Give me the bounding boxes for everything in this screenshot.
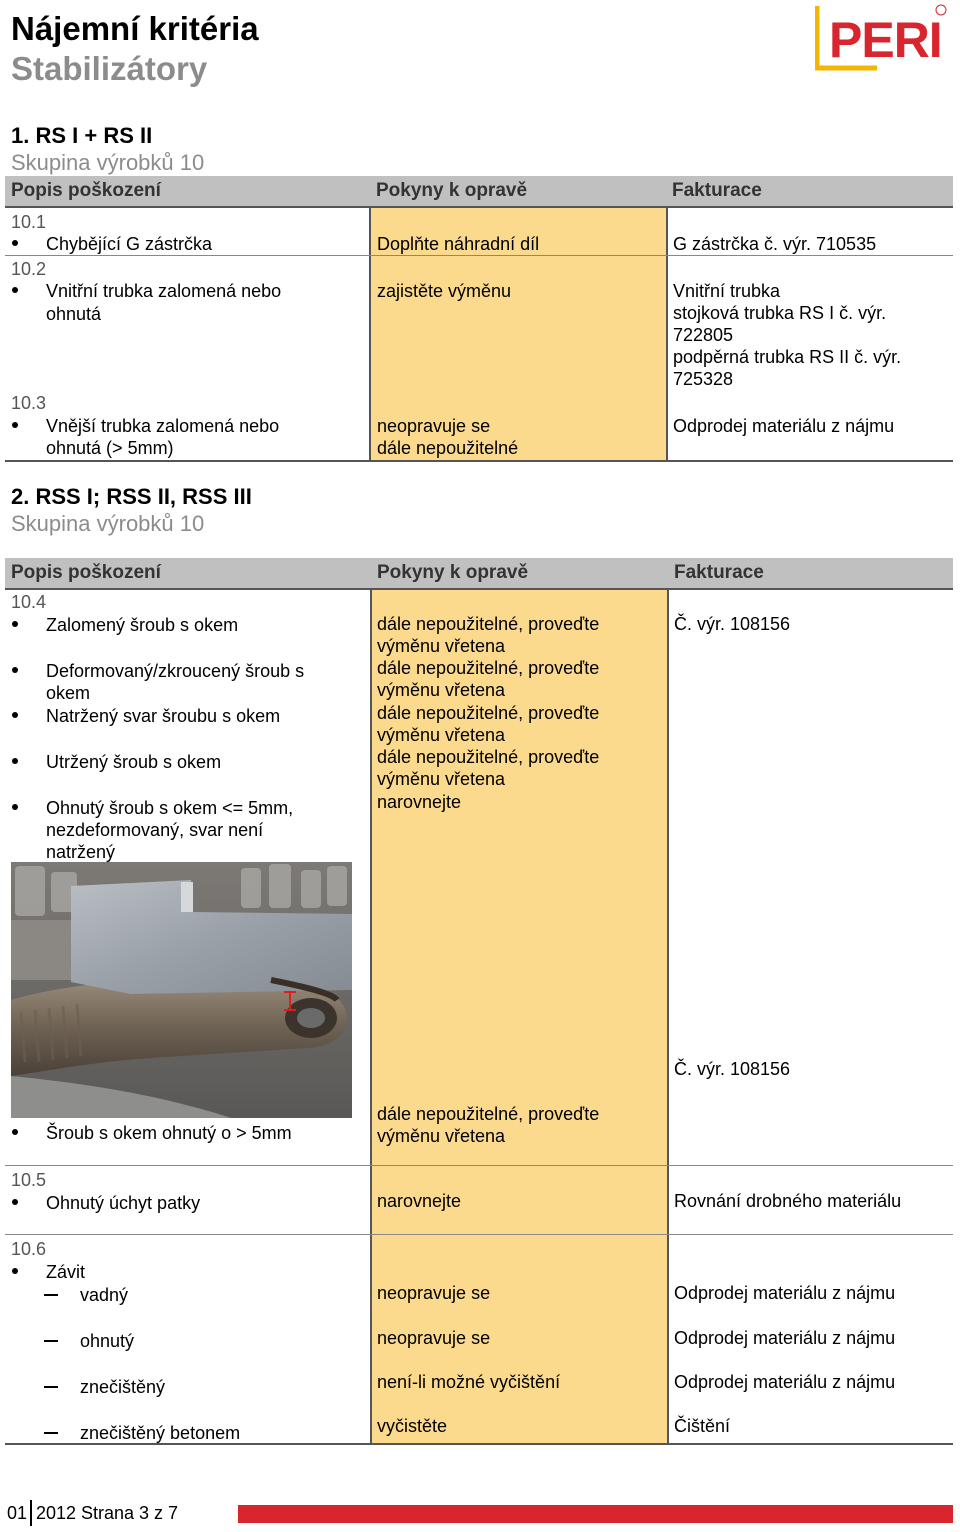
item-instruction: dále nepoužitelné — [377, 438, 519, 458]
item-invoice: 725328 — [673, 369, 734, 389]
bullet-icon — [12, 758, 18, 764]
item-description: Chybějící G zástrčka — [46, 234, 213, 254]
bullet-icon — [12, 1268, 18, 1274]
item-invoice: podpěrná trubka RS II č. výr. — [673, 347, 902, 367]
item-instruction: vyčistěte — [377, 1416, 448, 1436]
sub-item: znečištěný betonem — [80, 1423, 241, 1443]
item-number: 10.5 — [11, 1170, 47, 1190]
item-description: natržený — [46, 842, 116, 862]
item-description: Natržený svar šroubu s okem — [46, 706, 281, 726]
item-invoice: Čištění — [674, 1416, 731, 1436]
item-invoice: Rovnání drobného materiálu — [674, 1191, 902, 1211]
col-header-instructions: Pokyny k opravě — [376, 180, 528, 201]
table2-header — [5, 558, 953, 590]
section2-title: 2. RSS I; RSS II, RSS III — [11, 484, 252, 509]
dash-icon — [44, 1432, 58, 1434]
item-description: Šroub s okem ohnutý o > 5mm — [46, 1123, 292, 1143]
item-instruction: Doplňte náhradní díl — [377, 234, 540, 254]
column-divider — [667, 590, 669, 1444]
item-instruction: zajistěte výměnu — [377, 281, 512, 301]
item-instruction: dále nepoužitelné, proveďte — [377, 747, 600, 767]
item-description: Ohnutý úchyt patky — [46, 1193, 201, 1213]
table-bottom-rule — [5, 1443, 953, 1445]
bullet-icon — [12, 287, 18, 293]
col-header-description: Popis poškození — [11, 562, 161, 583]
bullet-icon — [12, 712, 18, 718]
item-invoice: stojková trubka RS I č. výr. — [673, 303, 887, 323]
item-description: nezdeformovaný, svar není — [46, 820, 264, 840]
item-invoice: Odprodej materiálu z nájmu — [674, 1372, 896, 1392]
item-description: Ohnutý šroub s okem <= 5mm, — [46, 798, 294, 818]
item-instruction: dále nepoužitelné, proveďte — [377, 658, 600, 678]
col-header-invoicing: Fakturace — [672, 180, 762, 201]
item-instruction: neopravuje se — [377, 1283, 491, 1303]
bullet-icon — [12, 667, 18, 673]
item-instruction: dále nepoužitelné, proveďte — [377, 1104, 600, 1124]
page-title: Nájemní kritéria — [11, 10, 259, 47]
sub-item: znečištěný — [80, 1377, 166, 1397]
item-instruction: výměnu vřetena — [377, 1126, 506, 1146]
item-instruction: není-li možné vyčištění — [377, 1372, 561, 1392]
section1-title: 1. RS I + RS II — [11, 123, 153, 148]
bullet-icon — [12, 1199, 18, 1205]
item-instruction: neopravuje se — [377, 1328, 491, 1348]
item-instruction: narovnejte — [377, 792, 462, 812]
item-invoice: Č. výr. 108156 — [674, 1059, 791, 1079]
bullet-icon — [12, 240, 18, 246]
footer-separator — [30, 1500, 32, 1526]
item-instruction: výměnu vřetena — [377, 725, 506, 745]
item-number: 10.3 — [11, 393, 47, 413]
logo-text: PERI — [829, 12, 942, 68]
item-description: Zalomený šroub s okem — [46, 615, 239, 635]
bullet-icon — [12, 804, 18, 810]
bent-eye-bolt-photo — [11, 862, 352, 1118]
item-invoice: 722805 — [673, 325, 734, 345]
item-number: 10.4 — [11, 592, 47, 612]
item-description: Závit — [46, 1262, 86, 1282]
section1-group: Skupina výrobků 10 — [11, 150, 205, 175]
col-header-description: Popis poškození — [11, 180, 161, 201]
item-description: Deformovaný/zkroucený šroub s — [46, 661, 305, 681]
item-instruction: výměnu vřetena — [377, 680, 506, 700]
table-bottom-rule — [5, 460, 953, 462]
item-description: okem — [46, 683, 91, 703]
bullet-icon — [12, 621, 18, 627]
item-number: 10.1 — [11, 212, 47, 232]
item-invoice: G zástrčka č. výr. 710535 — [673, 234, 877, 254]
item-instruction: neopravuje se — [377, 416, 491, 436]
dash-icon — [44, 1386, 58, 1388]
item-invoice: Č. výr. 108156 — [674, 614, 791, 634]
col-header-invoicing: Fakturace — [674, 562, 764, 583]
footer-year: 2012 — [36, 1503, 77, 1523]
page-subtitle: Stabilizátory — [11, 50, 208, 87]
column-divider — [369, 208, 371, 461]
item-description: ohnutá — [46, 304, 102, 324]
bullet-icon — [12, 1129, 18, 1135]
sub-item: ohnutý — [80, 1331, 135, 1351]
dash-icon — [44, 1340, 58, 1342]
item-instruction: dále nepoužitelné, proveďte — [377, 614, 600, 634]
row-divider — [5, 1234, 953, 1235]
section2-group: Skupina výrobků 10 — [11, 511, 205, 536]
dash-icon — [44, 1294, 58, 1296]
item-description: Vnitřní trubka zalomená nebo — [46, 281, 282, 301]
column-divider — [666, 208, 668, 461]
item-instruction: dále nepoužitelné, proveďte — [377, 703, 600, 723]
item-invoice: Vnitřní trubka — [673, 281, 781, 301]
item-invoice: Odprodej materiálu z nájmu — [673, 416, 895, 436]
peri-logo — [815, 2, 950, 72]
row-divider — [5, 255, 953, 256]
footer-red-bar — [238, 1505, 953, 1523]
footer-page-number: Strana 3 z 7 — [81, 1503, 179, 1523]
item-description: ohnutá (> 5mm) — [46, 438, 174, 458]
sub-item: vadný — [80, 1285, 129, 1305]
row-divider — [5, 1165, 953, 1166]
table1-header — [5, 176, 953, 208]
item-instruction: výměnu vřetena — [377, 769, 506, 789]
item-instruction: výměnu vřetena — [377, 636, 506, 656]
column-divider — [370, 590, 372, 1444]
col-header-instructions: Pokyny k opravě — [377, 562, 529, 583]
item-invoice: Odprodej materiálu z nájmu — [674, 1283, 896, 1303]
item-number: 10.2 — [11, 259, 47, 279]
bullet-icon — [12, 422, 18, 428]
item-invoice: Odprodej materiálu z nájmu — [674, 1328, 896, 1348]
footer-date: 01 — [7, 1503, 28, 1523]
item-description: Vnější trubka zalomená nebo — [46, 416, 280, 436]
item-instruction: narovnejte — [377, 1191, 462, 1211]
item-number: 10.6 — [11, 1239, 47, 1259]
item-description: Utržený šroub s okem — [46, 752, 222, 772]
